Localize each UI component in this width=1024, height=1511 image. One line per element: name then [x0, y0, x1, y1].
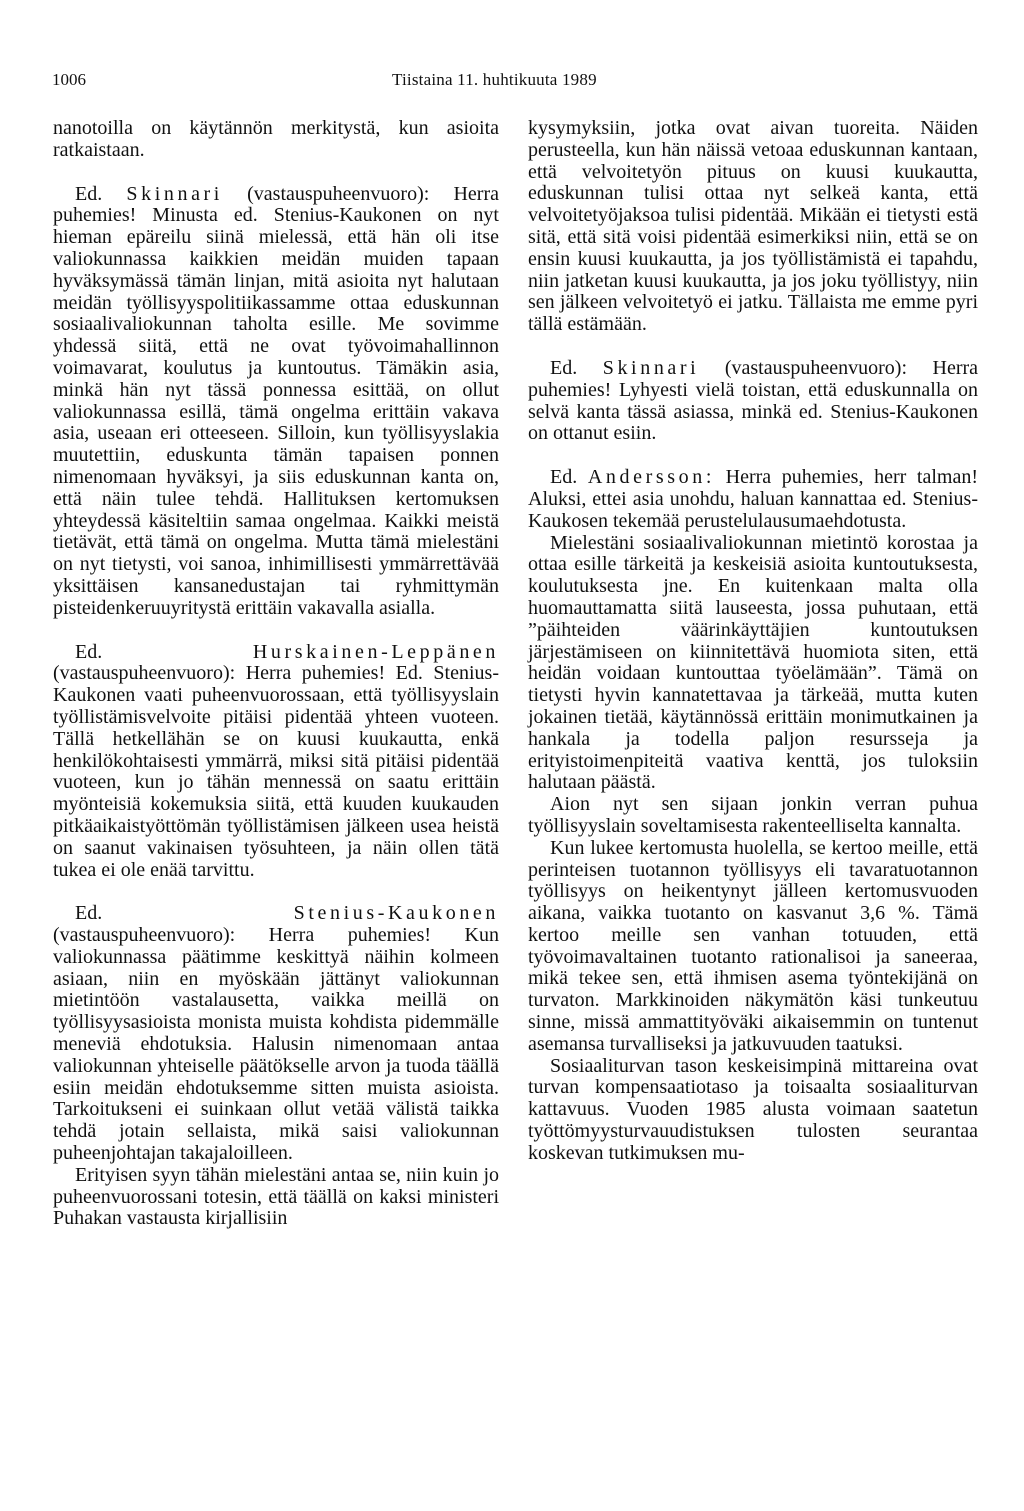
paragraph-text: kysymyksiin, jotka ovat aivan tuoreita. Näiden perusteella, kun hän näissä vetoaa eduskunnan kantaan, että velvoitetyön pituus on kuusi kuukautta, eduskunnan tulisi ottaa nyt selkeä kanta, että velvoitetyöjaksoa tulisi pidentää. Mikään ei tietysti estä sitä, että sitä voisi pidentää esimerkiksi niin, että se on ensin kuusi kuukautta, ja jos työllistämistä ei tapahdu, niin jatketan kuusi kuukautta, ja jos joku työllistyy, niin sen jälkeen velvoitetyö ei jatku. Tällaista me emme pyri tällä estämään.	[528, 117, 978, 336]
speaker-name: Skinnari	[602, 356, 700, 379]
speech-skinnari	[53, 184, 499, 620]
speech-text: (vastauspuheenvuoro): Herra puhemies! Ed. Stenius-Kaukonen vaati puheenvuorossaan, että työllisyyslain työllistämisvelvoite pitäisi pidentää yhteen vuoteen. Tällä hetkellähän se on kuusi kuukautta, enkä henkilökohtaisesti ymmärrä, miksi sitä pitäisi pidentää vuoteen, kun jo tähän mennessä on saatu erittäin myönteisiä kokemuksia siitä, että kuuden kuukauden pitkäaikaistyöttömän työllistämisen jälkeen usea heistä on saanut vakinaisen työsuhteen, ja näin ollen tätä tukea ei ole enää tarvittu.	[53, 662, 499, 881]
paragraph	[528, 794, 978, 838]
paragraph	[53, 1165, 499, 1230]
paragraph-text: nanotoilla on käytännön merkitystä, kun asioita ratkaistaan.	[53, 117, 499, 161]
paragraph-text: Erityisen syyn tähän mielestäni antaa se, niin kuin jo puheenvuorossani totesin, että täällä on kaksi ministeri Puhakan vastausta kirjallisiin	[53, 1163, 499, 1230]
speaker-prefix: Ed.	[75, 640, 103, 663]
speaker-prefix: Ed.	[75, 902, 103, 925]
speech-stenius-kaukonen	[53, 903, 499, 1165]
left-column	[53, 118, 499, 1230]
paragraph	[53, 118, 499, 162]
paragraph	[528, 838, 978, 1056]
speaker-prefix: Ed.	[550, 356, 578, 379]
speech-text: (vastauspuheenvuoro): Herra puhemies! Kun valiokunnassa päätimme keskittyä näihin kolmeen asiaan, niin en myöskään jättänyt valiokunnan mietintöön vastalausetta, vaikka meillä on työllisyysasioista monista muista kohdista pidemmälle meneviä ehdotuksia. Halusin nimenomaan antaa valiokunnan yhteiselle päätökselle arvon ja tuoda täällä esiin meidän ehdotuksemme sitten muista asioista. Tarkoitukseni ei suinkaan ollut vetää välistä taikka tehdä jotain sellaista, mikä saisi valiokunnan puheenjohtajan takajaloilleen.	[53, 924, 499, 1165]
speaker-name: Stenius-Kaukonen	[293, 902, 499, 925]
speech-skinnari	[528, 358, 978, 445]
speaker-name: Hurskainen-Leppänen	[252, 640, 499, 663]
speaker-name: Skinnari	[126, 182, 223, 205]
page-number: 1006	[52, 70, 86, 89]
speech-text: (vastauspuheenvuoro): Herra puhemies! Minusta ed. Stenius-Kaukonen on nyt hieman epäreilu siinä mielessä, että hän oli itse valiokunnassa kaikkien meidän muiden tapaan hyväksymässä tämän linjan, mitä asioita nyt halutaan meidän työllisyyspolitiikassamme ottaa eduskunnan sosiaalivaliokunnan taholta esille. Me sovimme yhdessä siitä, että ne ovat työvoimahallinnon voimavarat, koulutus ja kuntoutus. Tämäkin asia, minkä hän nyt tässä ponnessa esittää, on ollut valiokunnassa esillä, tämä ongelma erittäin vakava asia, useaan eri otteeseen. Silloin, kun työllisyyslakia muutettiin, eduskunta tämän tapaisen ponnen nimenomaan hyväksyi, ja siis eduskunnan kanta on, että näin tulee tehdä. Hallituksen kertomuksen yhteydessä käsiteltiin samaa ongelmaa. Kaikki meistä tietävät, että tämä on ongelma. Mutta tämä mielestäni on nyt tietysti, voi sanoa, inhimillisesti ymmärrettävää yksittäisen kansanedustajan tai ryhmittymän pisteidenkeruuyritystä erittäin vakavalla asialla.	[53, 182, 499, 619]
speech-text: Herra puhemies, herr talman! Aluksi, ettei asia unohdu, haluan kannattaa ed. Stenius-Kaukosen tekemää perustelulausumaehdotusta.	[528, 466, 979, 532]
paragraph	[528, 533, 978, 795]
page-header	[52, 70, 982, 94]
speaker-prefix: Ed.	[550, 466, 578, 489]
right-column	[528, 118, 978, 1165]
paragraph	[528, 1056, 978, 1165]
paragraph-text: Sosiaaliturvan tason keskeisimpinä mittareina ovat turvan kompensaatiotaso ja toisaalta sosiaaliturvan kattavuus. Vuoden 1985 alusta voimaan saatetun työttömyysturvauudistuksen tulosten seurantaa koskevan tutkimuksen mu-	[528, 1054, 978, 1164]
paragraph-text: Mielestäni sosiaalivaliokunnan mietintö korostaa ja ottaa esille tärkeitä ja keskeisiä asioita kuntoutuksesta, koulutuksesta jne. En kuitenkaan malta olla huomauttamatta siitä lauseesta, jossa puhutaan, että ”päihteiden väärinkäyttäjien kuntoutuksen järjestämiseen on kiinnitettävä huomiota siten, että heidän voidaan kuntouttaa työelämään”. Tämä on tietysti hyvin kannatettavaa ja tärkeää, mutta kuten jokainen tietää, käytännössä erittäin monimutkainen ja hankala ja todella paljon resursseja ja erityistoimenpiteitä vaativa kenttä, jos tuloksiin halutaan päästä.	[528, 531, 978, 794]
speech-text: (vastauspuheenvuoro): Herra puhemies! Lyhyesti vielä toistan, että eduskunnalla on selvä kanta tässä asiassa, minkä ed. Stenius-Kaukonen on ottanut esiin.	[528, 356, 979, 445]
speaker-prefix: Ed.	[75, 182, 103, 205]
session-date: Tiistaina 11. huhtikuuta 1989	[392, 70, 597, 89]
paragraph-text: Aion nyt sen sijaan jonkin verran puhua työllisyyslain soveltamisesta rakenteelliselta kannalta.	[528, 793, 978, 837]
speech-hurskainen-leppanen	[53, 642, 499, 882]
speech-andersson	[528, 467, 978, 532]
paragraph-text: Kun lukee kertomusta huolella, se kertoo meille, että perinteisen tuotannon työllisyys eli tavaratuotannon työllisyys on heikentynyt jälleen kertomusvuoden aikana, vaikka tuotanto on kasvanut 3,6 %. Tämä kertoo meille sen vanhan totuuden, että työvoimavaltainen tuotanto rationalisoi ja saneeraa, mikä tekee sen, että ihmisen asema työntekijänä on turvaton. Markkinoiden näkymätön käsi tunkeutuu sinne, missä ammattityöväki aikaisemmin on tuntenut asemansa turvalliseksi ja jatkuvuuden taatuksi.	[528, 836, 978, 1055]
speaker-name: Andersson:	[587, 466, 715, 489]
paragraph	[528, 118, 978, 336]
